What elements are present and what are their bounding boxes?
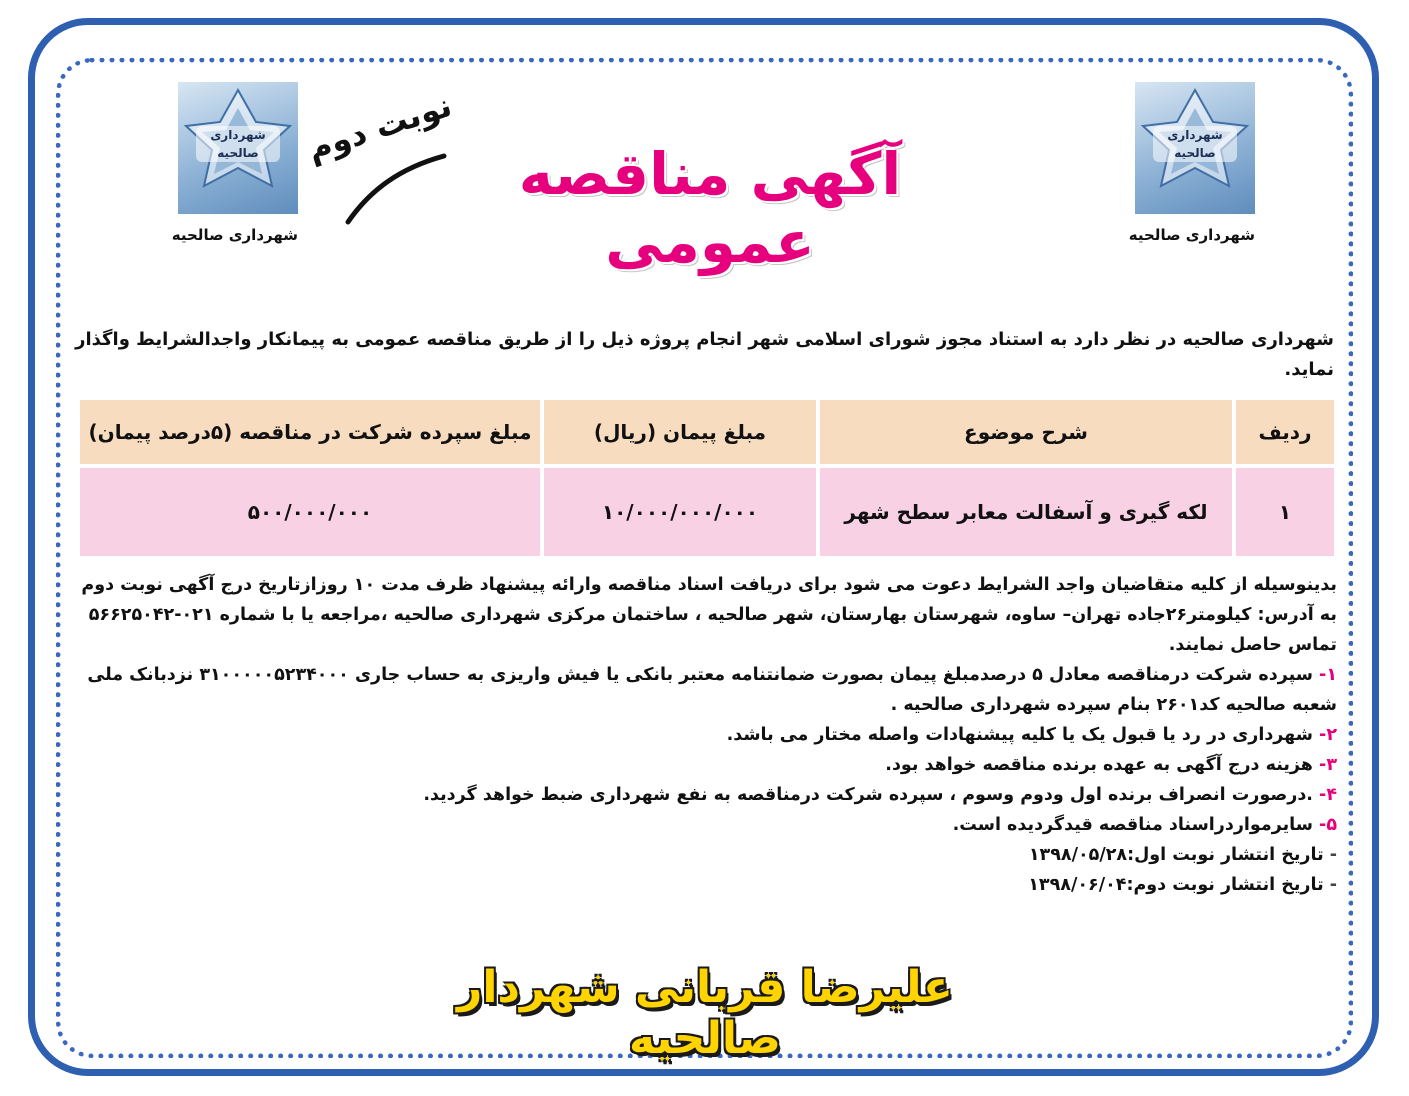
round-note: نوبت دوم bbox=[302, 85, 457, 169]
list-item bbox=[72, 780, 1337, 810]
page-title: آگهی مناقصه عمومی bbox=[518, 140, 902, 276]
municipality-logo-left bbox=[171, 82, 298, 244]
cell-description: لکه گیری و آسفالت معابر سطح شهر bbox=[820, 468, 1232, 556]
swoosh-decoration-icon bbox=[340, 150, 450, 230]
mayor-signature: علیرضا قربانی شهردار صالحیه bbox=[457, 962, 953, 1064]
list-item bbox=[72, 750, 1337, 780]
list-item bbox=[72, 720, 1337, 750]
logo-label: شهرداری صالحیه bbox=[1153, 126, 1237, 162]
item-text: هزینه درج آگهی به عهده برنده مناقصه خواهد بود. bbox=[885, 755, 1313, 775]
header-description: شرح موضوع bbox=[820, 400, 1232, 464]
item-text: شهرداری در رد یا قبول یک یا کلیه پیشنهادات واصله مختار می باشد. bbox=[726, 725, 1313, 745]
logo-caption: شهرداری صالحیه bbox=[171, 226, 298, 244]
item-text: سایرمواردراسناد مناقصه قیدگردیده است. bbox=[952, 815, 1313, 835]
logo-emblem bbox=[1135, 82, 1255, 214]
table-header-row bbox=[80, 400, 1334, 464]
header-contract-amount: مبلغ پیمان (ریال) bbox=[544, 400, 816, 464]
item-text: .درصورت انصراف برنده اول ودوم وسوم ، سپرده شرکت درمناقصه به نفع شهرداری ضبط خواهد گردید. bbox=[423, 785, 1313, 805]
logo-emblem bbox=[178, 82, 298, 214]
item-number: ۴- bbox=[1319, 785, 1337, 805]
conditions-section bbox=[72, 570, 1337, 900]
tender-table bbox=[76, 396, 1338, 560]
invitation-paragraph: بدینوسیله از کلیه متقاضیان واجد الشرایط دعوت می شود برای دریافت اسناد مناقصه وارائه پیشنهاد ظرف مدت ۱۰ روزازتاریخ درج آگهی نوبت دوم به آدرس: کیلومتر۲۶جاده تهران– ساوه، شهرستان بهارستان، شهر صالحیه ، ساختمان مرکزی شهرداری صالحیه ،مراجعه یا با شماره ۰۲۱-۵۶۶۲۵۰۴۲ تماس حاصل نمایند. bbox=[81, 575, 1337, 655]
intro-paragraph: شهرداری صالحیه در نظر دارد به استناد مجوز شورای اسلامی شهر انجام پروژه ذیل را از طریق مناقصه عمومی به پیمانکار واجدالشرایط واگذار نماید. bbox=[75, 329, 1334, 380]
cell-index: ۱ bbox=[1236, 468, 1334, 556]
publish-date-second: - تاریخ انتشار نوبت دوم:۱۳۹۸/۰۶/۰۴ bbox=[1028, 875, 1337, 895]
header-index: ردیف bbox=[1236, 400, 1334, 464]
municipality-logo-right bbox=[1128, 82, 1255, 244]
list-item bbox=[72, 810, 1337, 840]
item-number: ۵- bbox=[1319, 815, 1337, 835]
header-deposit-amount: مبلغ سپرده شرکت در مناقصه (۵درصد پیمان) bbox=[80, 400, 540, 464]
item-number: ۳- bbox=[1319, 755, 1337, 775]
table-row bbox=[80, 468, 1334, 556]
publish-date-first: - تاریخ انتشار نوبت اول:۱۳۹۸/۰۵/۲۸ bbox=[1028, 845, 1337, 865]
cell-deposit-amount: ۵۰۰/۰۰۰/۰۰۰ bbox=[80, 468, 540, 556]
logo-caption: شهرداری صالحیه bbox=[1128, 226, 1255, 244]
cell-contract-amount: ۱۰/۰۰۰/۰۰۰/۰۰۰ bbox=[544, 468, 816, 556]
item-number: ۱- bbox=[1319, 665, 1337, 685]
item-text: سپرده شرکت درمناقصه معادل ۵ درصدمبلغ پیمان بصورت ضمانتنامه معتبر بانکی یا فیش واریزی به حساب جاری ۳۱۰۰۰۰۰۵۲۳۴۰۰۰ نزدبانک ملی شعبه صالحیه کد۲۶۰۱ بنام سپرده شهرداری صالحیه . bbox=[87, 665, 1337, 715]
logo-label: شهرداری صالحیه bbox=[196, 126, 280, 162]
list-item bbox=[72, 660, 1337, 720]
item-number: ۲- bbox=[1319, 725, 1337, 745]
